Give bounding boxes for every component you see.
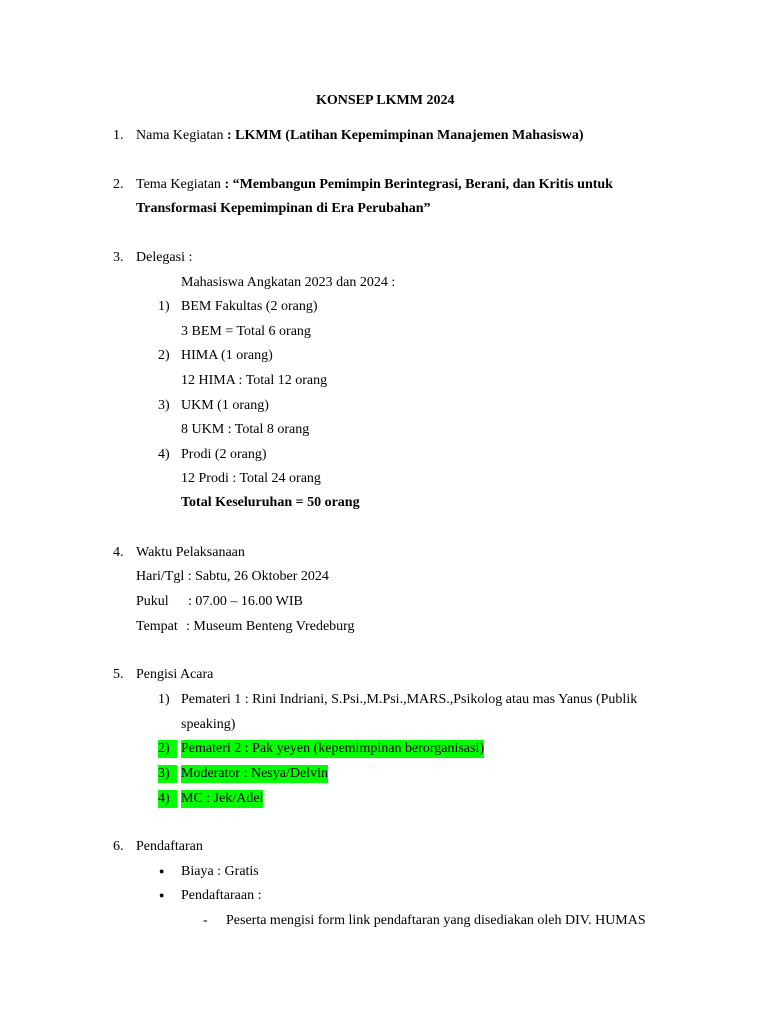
delegasi-item-4-sub: 12 Prodi : Total 24 orang	[181, 471, 321, 486]
section-2-number: 2.	[113, 177, 124, 192]
delegasi-item-1-sub: 3 BEM = Total 6 orang	[181, 324, 311, 339]
speaker-item-2-number: 2)	[158, 740, 177, 758]
speaker-item-1-text: Pemateri 1 : Rini Indriani, S.Psi.,M.Psi.,MARS.,Psikolog atau mas Yanus (Publik	[181, 692, 638, 707]
speaker-item-1-number: 1)	[158, 692, 170, 707]
section-4-number: 4.	[113, 545, 124, 560]
section-3-intro: Mahasiswa Angkatan 2023 dan 2024 :	[181, 275, 396, 290]
bullet-icon: ●	[159, 890, 165, 900]
section-6-label: Pendaftaran	[136, 839, 203, 854]
delegasi-item-2-number: 2)	[158, 348, 170, 363]
delegasi-total: Total Keseluruhan = 50 orang	[181, 495, 360, 510]
delegasi-item-3-text: UKM (1 orang)	[181, 398, 269, 413]
registration-step-1: Peserta mengisi form link pendaftaran yang disediakan oleh DIV. HUMAS	[226, 913, 646, 928]
speaker-item-3-number: 3)	[158, 765, 177, 783]
delegasi-item-3-sub: 8 UKM : Total 8 orang	[181, 422, 310, 437]
delegasi-item-1-text: BEM Fakultas (2 orang)	[181, 299, 318, 314]
speaker-item-1-text-cont: speaking)	[181, 717, 236, 732]
section-1-line	[136, 127, 584, 145]
section-2-line	[136, 176, 613, 194]
document-title: KONSEP LKMM 2024	[316, 93, 455, 108]
delegasi-item-2-text: HIMA (1 orang)	[181, 348, 273, 363]
registration-fee: Biaya : Gratis	[181, 864, 259, 879]
section-2-value-line2: Transformasi Kepemimpinan di Era Perubahan”	[136, 201, 431, 216]
section-4-label: Waktu Pelaksanaan	[136, 545, 245, 560]
speaker-item-2-text: Pemateri 2 : Pak yeyen (kepemimpinan berorganisasi)	[181, 741, 484, 756]
speaker-item-3-text: Moderator : Nesya/Delvin	[181, 766, 328, 781]
section-5-label: Pengisi Acara	[136, 667, 214, 682]
delegasi-item-2-sub: 12 HIMA : Total 12 orang	[181, 373, 328, 388]
section-2-value-line1: : “Membangun Pemimpin Berintegrasi, Berani, dan Kritis untuk	[224, 177, 613, 192]
section-6-number: 6.	[113, 839, 124, 854]
speaker-item-4-number: 4)	[158, 790, 177, 808]
schedule-place-value: : Museum Benteng Vredeburg	[186, 619, 355, 634]
schedule-place-label: Tempat	[136, 619, 178, 634]
schedule-time-value: : 07.00 – 16.00 WIB	[188, 594, 303, 609]
delegasi-item-1-number: 1)	[158, 299, 170, 314]
speaker-item-4-text: MC : Jek/Adel	[181, 791, 264, 806]
registration-procedure: Pendaftaraan :	[181, 888, 262, 903]
section-3-label: Delegasi :	[136, 250, 193, 265]
bullet-icon: ●	[159, 866, 165, 876]
dash-marker: -	[203, 913, 208, 928]
schedule-day: Hari/Tgl : Sabtu, 26 Oktober 2024	[136, 569, 329, 584]
section-2-label: Tema Kegiatan	[136, 177, 221, 192]
delegasi-item-3-number: 3)	[158, 398, 170, 413]
delegasi-item-4-text: Prodi (2 orang)	[181, 447, 267, 462]
delegasi-item-4-number: 4)	[158, 447, 170, 462]
section-1-number: 1.	[113, 128, 124, 143]
schedule-time-label: Pukul	[136, 594, 169, 609]
section-3-number: 3.	[113, 250, 124, 265]
section-5-number: 5.	[113, 667, 124, 682]
section-1-label: Nama Kegiatan	[136, 128, 224, 143]
section-1-value: : LKMM (Latihan Kepemimpinan Manajemen Mahasiswa)	[226, 128, 584, 143]
